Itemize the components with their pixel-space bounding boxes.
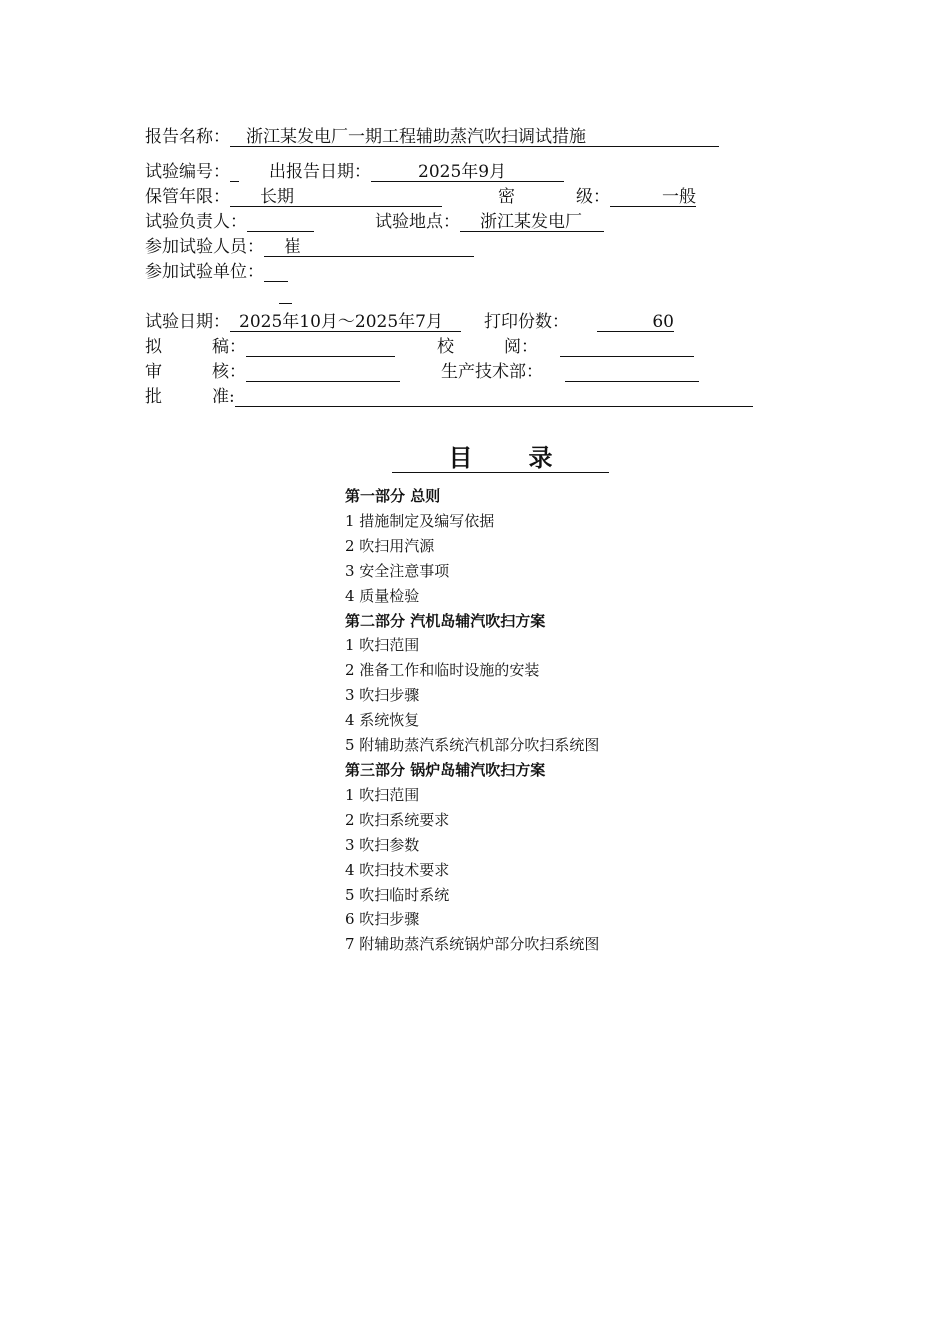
copies-row bbox=[597, 312, 674, 332]
units-label: 参加试验单位： bbox=[145, 262, 264, 282]
responsible-label: 试验负责人： bbox=[145, 212, 247, 232]
check-label-2: 阅： bbox=[504, 337, 538, 357]
approve-label-1: 批 bbox=[145, 387, 162, 407]
units-value-blank bbox=[264, 262, 288, 282]
toc-item: 4 系统恢复 bbox=[345, 711, 420, 730]
toc-list bbox=[345, 484, 599, 957]
production-value-row bbox=[565, 362, 699, 382]
review-label-2: 核： bbox=[212, 362, 246, 382]
toc-item: 5 附辅助蒸汽系统汽机部分吹扫系统图 bbox=[345, 736, 600, 755]
toc-item: 4 吹扫技术要求 bbox=[345, 860, 450, 879]
report-date-value: 2025年9月 bbox=[371, 162, 564, 182]
secret-value: 一般 bbox=[610, 187, 696, 207]
retention-label: 保管年限： bbox=[145, 187, 230, 207]
test-date-row bbox=[145, 312, 461, 332]
draft-row bbox=[212, 337, 395, 357]
draft-label-1: 拟 bbox=[145, 337, 162, 357]
production-value-blank bbox=[565, 362, 699, 382]
secret-row bbox=[576, 187, 696, 207]
location-label: 试验地点： bbox=[375, 212, 460, 232]
test-date-label: 试验日期： bbox=[145, 312, 230, 332]
toc-item: 1 吹扫范围 bbox=[345, 785, 420, 804]
check-label-1: 校 bbox=[437, 337, 454, 357]
review-row bbox=[212, 362, 400, 382]
toc-section-heading: 第三部分 锅炉岛辅汽吹扫方案 bbox=[345, 760, 546, 779]
toc-item: 3 吹扫参数 bbox=[345, 835, 420, 854]
toc-section-heading: 第二部分 汽机岛辅汽吹扫方案 bbox=[345, 611, 546, 630]
report-name-value: 浙江某发电厂一期工程辅助蒸汽吹扫调试措施 bbox=[230, 127, 719, 147]
draft-value-blank bbox=[246, 337, 395, 357]
retention-value: 长期 bbox=[230, 187, 442, 207]
toc-item: 2 准备工作和临时设施的安装 bbox=[345, 661, 540, 680]
copies-value: 60 bbox=[597, 312, 674, 332]
approve-value-blank bbox=[235, 387, 753, 407]
participants-label: 参加试验人员： bbox=[145, 237, 264, 257]
test-no-label: 试验编号： bbox=[145, 162, 230, 182]
toc-title: 目录 bbox=[392, 444, 609, 473]
approve-label-2: 准: bbox=[212, 387, 235, 407]
review-value-blank bbox=[246, 362, 400, 382]
toc-item: 3 安全注意事项 bbox=[345, 561, 450, 580]
secret-label-2: 级： bbox=[576, 187, 610, 207]
retention-row bbox=[145, 187, 442, 207]
check-value-blank bbox=[560, 337, 694, 357]
test-date-value: 2025年10月～2025年7月 bbox=[230, 312, 461, 332]
draft-label-2: 稿： bbox=[212, 337, 246, 357]
secret-label-1: 密 bbox=[498, 187, 515, 207]
copies-label: 打印份数： bbox=[484, 312, 569, 332]
units-value-blank-2 bbox=[279, 284, 292, 304]
toc-item: 4 质量检验 bbox=[345, 586, 420, 605]
test-no-row bbox=[145, 162, 239, 182]
report-name-label: 报告名称： bbox=[145, 127, 230, 147]
toc-item: 6 吹扫步骤 bbox=[345, 910, 420, 929]
toc-item: 2 吹扫用汽源 bbox=[345, 536, 435, 555]
review-label-1: 审 bbox=[145, 362, 162, 382]
report-name-row bbox=[145, 127, 719, 147]
toc-item: 1 措施制定及编写依据 bbox=[345, 511, 495, 530]
toc-item: 3 吹扫步骤 bbox=[345, 686, 420, 705]
participants-row bbox=[145, 237, 474, 257]
units-row bbox=[145, 262, 288, 282]
toc-item: 1 吹扫范围 bbox=[345, 636, 420, 655]
check-value-row bbox=[560, 337, 694, 357]
test-no-value-blank bbox=[230, 162, 239, 182]
participants-value: 崔 bbox=[264, 237, 474, 257]
approve-row bbox=[212, 387, 753, 407]
responsible-row bbox=[145, 212, 314, 232]
toc-item: 2 吹扫系统要求 bbox=[345, 810, 450, 829]
toc-section-heading: 第一部分 总则 bbox=[345, 487, 441, 505]
report-date-row bbox=[269, 162, 564, 182]
production-label: 生产技术部： bbox=[441, 362, 543, 382]
report-date-label: 出报告日期： bbox=[269, 162, 371, 182]
toc-item: 5 吹扫临时系统 bbox=[345, 885, 450, 904]
location-row bbox=[375, 212, 604, 232]
responsible-value-blank bbox=[247, 212, 314, 232]
toc-item: 7 附辅助蒸汽系统锅炉部分吹扫系统图 bbox=[345, 935, 600, 954]
location-value: 浙江某发电厂 bbox=[460, 212, 604, 232]
